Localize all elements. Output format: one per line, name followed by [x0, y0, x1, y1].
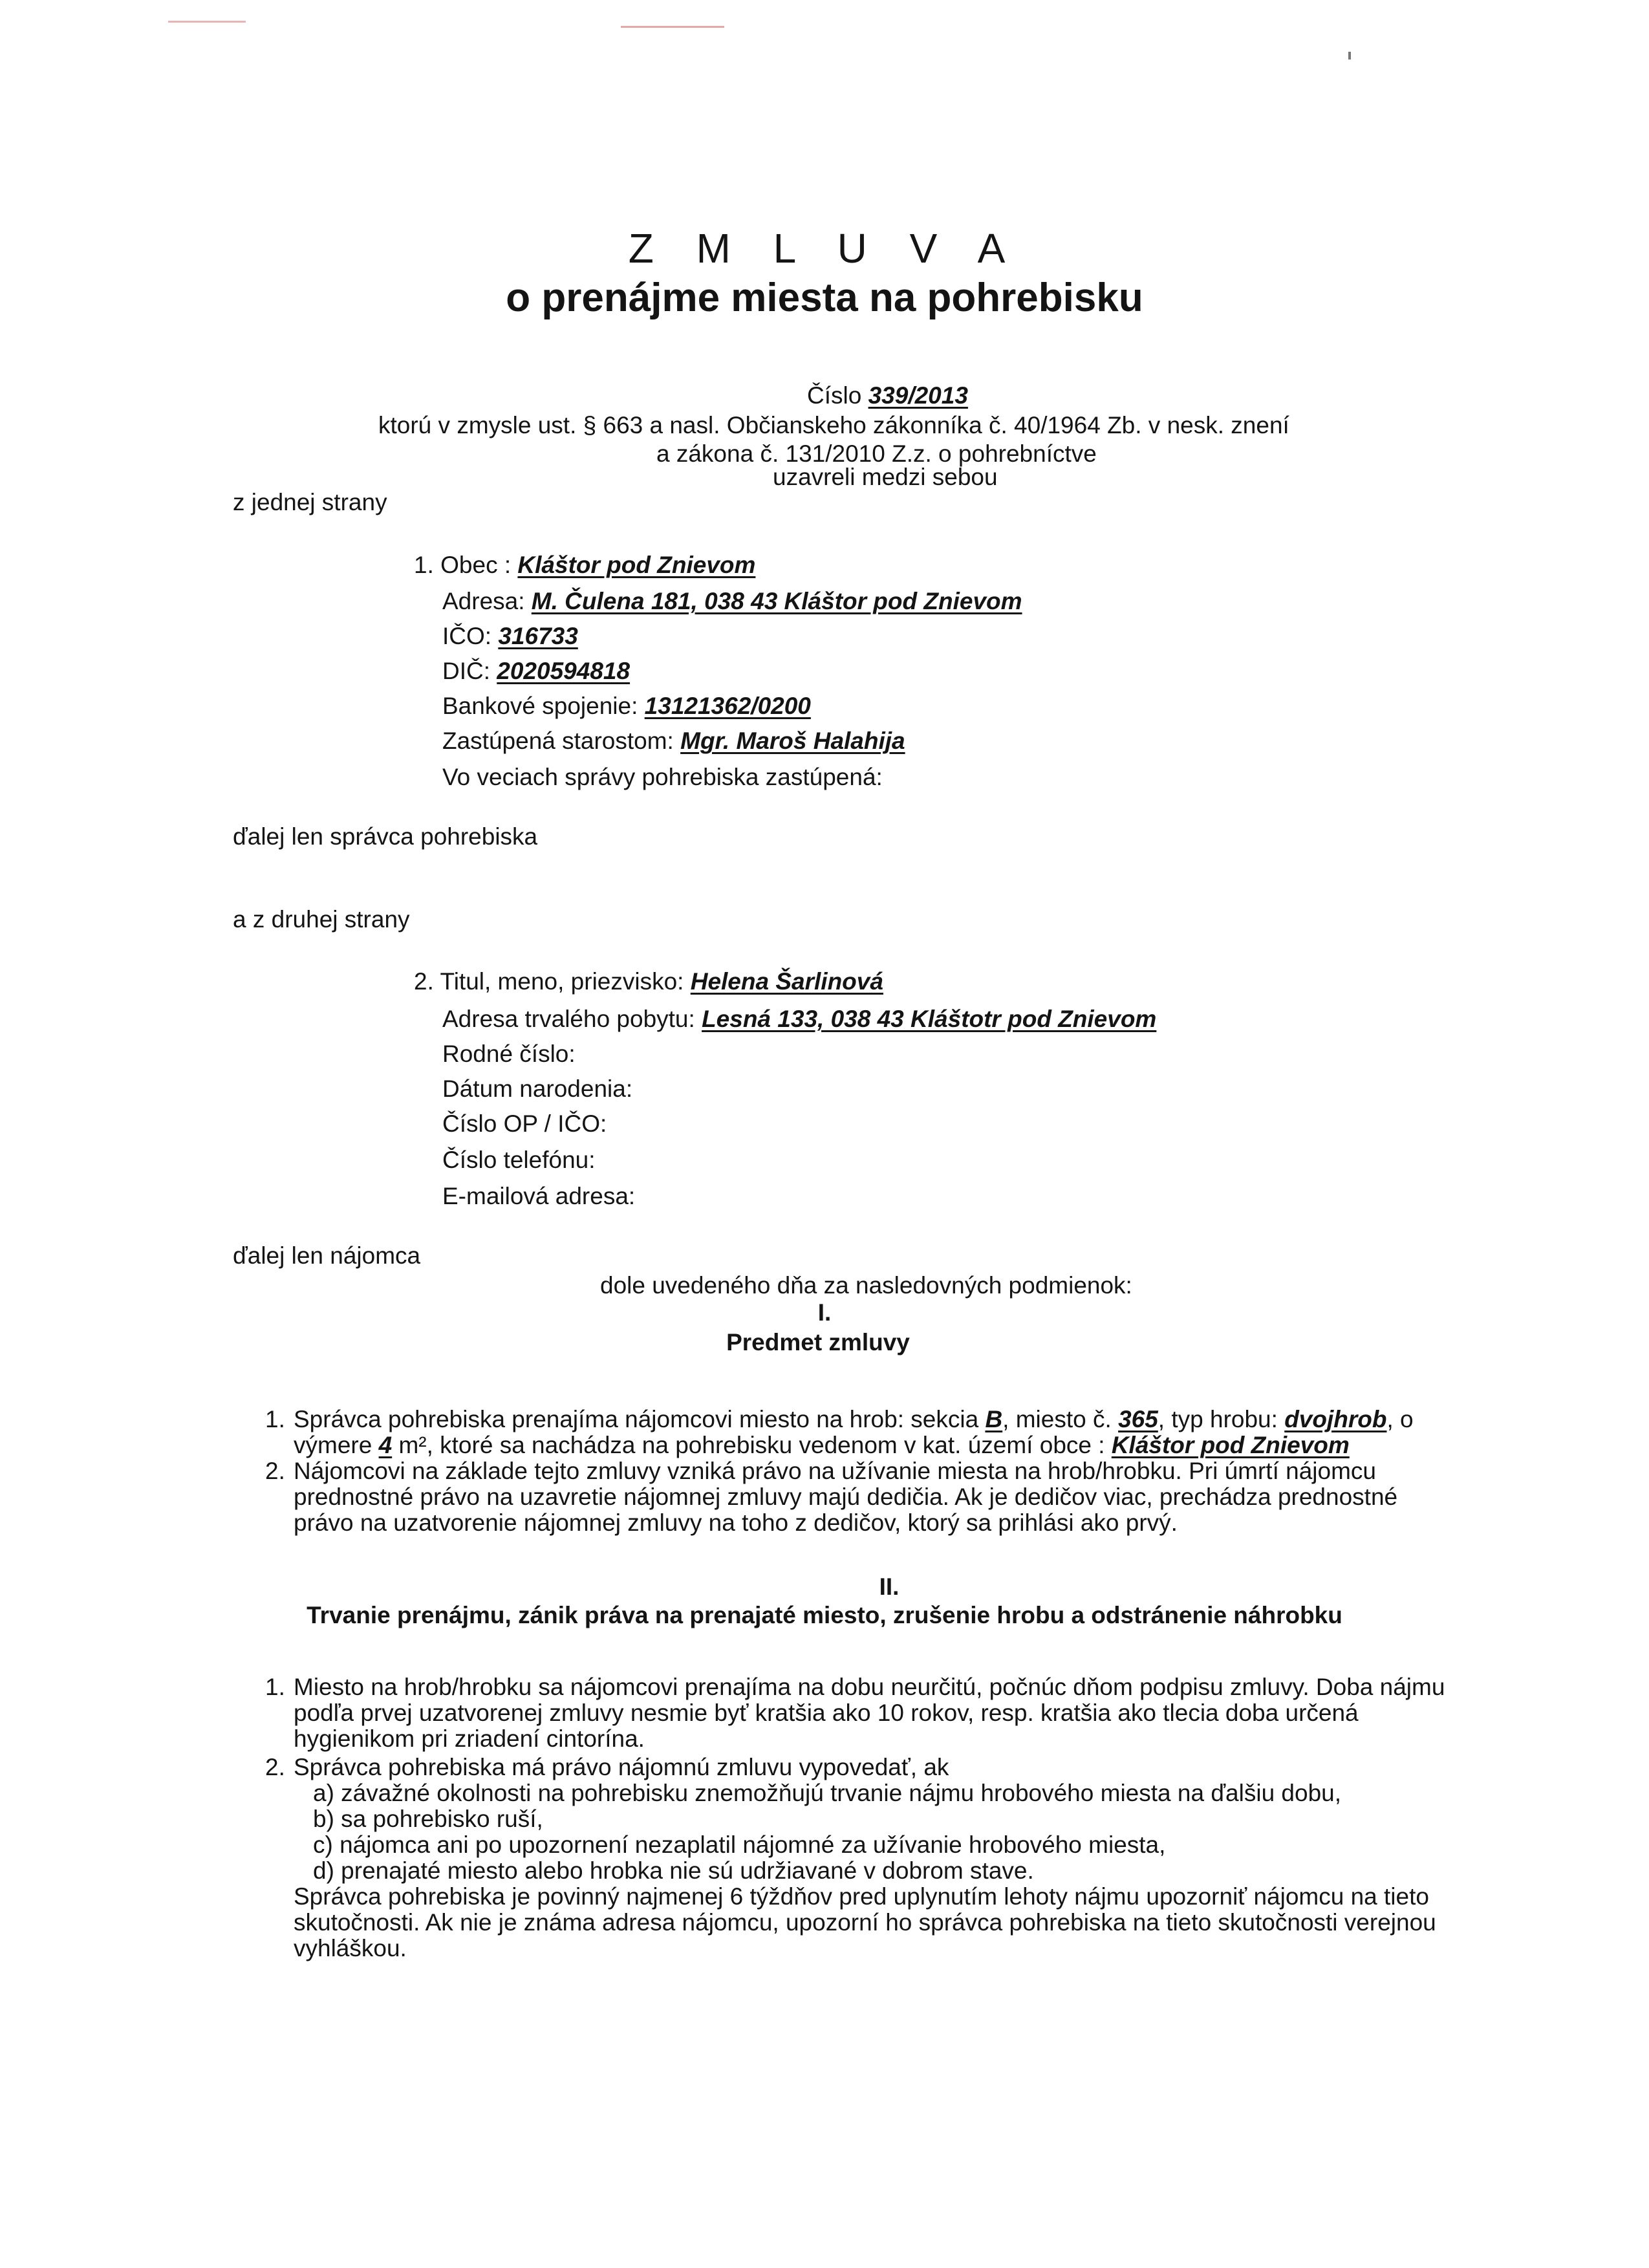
obec-label: 1. Obec : [414, 552, 512, 578]
section1-item1-line1 [294, 1406, 1414, 1433]
grave-section: B [985, 1406, 1003, 1432]
bank-value: 13121362/0200 [644, 693, 811, 719]
party2-phone: Číslo telefónu: [442, 1147, 596, 1173]
item1-text: Správca pohrebiska prenajíma nájomcovi miesto na hrob: sekcia [294, 1406, 979, 1432]
party1-representative [442, 727, 905, 755]
cadastral-area: Kláštor pod Znievom [1111, 1432, 1350, 1458]
concluded-between: uzavreli medzi sebou [773, 464, 998, 490]
residence-value: Lesná 133, 038 43 Kláštotr pod Znievom [702, 1006, 1157, 1032]
dic-label: DIČ: [442, 658, 490, 684]
section2-item2-intro: Správca pohrebiska má právo nájomnú zmluvu vypovedať, ak [294, 1754, 949, 1780]
contract-number-label: Číslo [807, 382, 862, 409]
document-title: Z M L U V A [628, 225, 1021, 272]
party2-birth-number: Rodné číslo: [442, 1041, 576, 1067]
item1-text: , o [1386, 1406, 1414, 1432]
section1-item2-line: prednostné právo na uzavretie nájomnej zmluvy majú dedičia. Ak je dedičov viac, prechádza prednostné [294, 1484, 1398, 1510]
party2-outro: ďalej len nájomca [233, 1242, 421, 1269]
party1-ico [442, 622, 578, 651]
party2-email: E-mailová adresa: [442, 1183, 636, 1209]
section2-item1-line: hygienikom pri zriadení cintorína. [294, 1725, 645, 1752]
item1-text: výmere [294, 1432, 372, 1458]
bank-label: Bankové spojenie: [442, 693, 638, 719]
termination-reason: b) sa pohrebisko ruší, [313, 1806, 543, 1832]
item1-text: , typ hrobu: [1158, 1406, 1278, 1432]
party2-birth-date: Dátum narodenia: [442, 1075, 633, 1102]
section2-item1-line: podľa prvej uzatvorenej zmluvy nesmie byť kratšia ako 10 rokov, resp. kratšia ako tlecia doba určená [294, 1700, 1359, 1726]
termination-reason: d) prenajaté miesto alebo hrobka nie sú udržiavané v dobrom stave. [313, 1857, 1034, 1884]
party1-address [442, 587, 1022, 616]
grave-type: dvojhrob [1284, 1406, 1387, 1432]
party1-outro: ďalej len správca pohrebiska [233, 823, 538, 850]
scan-speck [1348, 52, 1351, 59]
contract-number-value: 339/2013 [868, 382, 968, 409]
item1-text: , miesto č. [1002, 1406, 1112, 1432]
section2-item1-line: Miesto na hrob/hrobku sa nájomcovi prenajíma na dobu neurčitú, počnúc dňom podpisu zmluvy. Doba nájmu [294, 1674, 1445, 1700]
section1-item2-num: 2. [265, 1458, 285, 1484]
grave-number: 365 [1118, 1406, 1158, 1432]
address-value: M. Čulena 181, 038 43 Kláštor pod Znievom [531, 588, 1022, 614]
name-value: Helena Šarlinová [690, 968, 883, 995]
ico-value: 316733 [498, 623, 578, 649]
termination-reason: a) závažné okolnosti na pohrebisku znemožňujú trvanie nájmu hrobového miesta na ďalšiu dobu, [313, 1780, 1342, 1806]
notice-paragraph-line: vyhláškou. [294, 1935, 407, 1961]
section1-number: I. [817, 1299, 832, 1326]
section1-item1-num: 1. [265, 1406, 285, 1432]
section1-item2-line: Nájomcovi na základe tejto zmluvy vzniká právo na užívanie miesta na hrob/hrobku. Pri úmrtí nájomcu [294, 1458, 1376, 1484]
section2-number: II. [879, 1573, 900, 1600]
party2-intro: a z druhej strany [233, 906, 410, 933]
notice-paragraph-line: Správca pohrebiska je povinný najmenej 6 týždňov pred uplynutím lehoty nájmu upozorniť nájomcu na tieto [294, 1883, 1429, 1910]
section2-item2-num: 2. [265, 1754, 285, 1780]
grave-area: 4 [378, 1432, 393, 1458]
representative-label: Zastúpená starostom: [442, 728, 674, 754]
party1-admin-rep: Vo veciach správy pohrebiska zastúpená: [442, 764, 883, 790]
residence-label: Adresa trvalého pobytu: [442, 1006, 695, 1032]
termination-reason: c) nájomca ani po upozornení nezaplatil nájomné za užívanie hrobového miesta, [313, 1831, 1166, 1858]
scan-edge-mark [621, 26, 724, 28]
scan-edge-mark [168, 21, 246, 23]
notice-paragraph-line: skutočnosti. Ak nie je známa adresa nájomcu, upozorní ho správca pohrebiska na tieto skutočnosti verejnou [294, 1909, 1436, 1936]
obec-value: Kláštor pod Znievom [517, 552, 756, 578]
party2-id-number: Číslo OP / IČO: [442, 1110, 607, 1137]
name-label: 2. Titul, meno, priezvisko: [414, 968, 684, 995]
party2-name [414, 967, 883, 996]
section1-item2-line: právo na uzatvorenie nájomnej zmluvy na toho z dedičov, ktorý sa prihlási ako prvý. [294, 1509, 1178, 1536]
party1-obec [414, 551, 755, 579]
party1-bank [442, 692, 811, 720]
ico-label: IČO: [442, 623, 492, 649]
representative-value: Mgr. Maroš Halahija [680, 728, 905, 754]
section1-item1-line2 [294, 1432, 1350, 1459]
dic-value: 2020594818 [497, 658, 630, 684]
section1-title: Predmet zmluvy [726, 1329, 910, 1355]
conditions-intro: dole uvedeného dňa za nasledovných podmienok: [600, 1272, 1132, 1299]
address-label: Adresa: [442, 588, 525, 614]
party1-intro: z jednej strany [233, 489, 387, 515]
party2-address [442, 1005, 1156, 1033]
document-subtitle: o prenájme miesta na pohrebisku [506, 275, 1143, 320]
party1-dic [442, 657, 630, 686]
section2-item1-num: 1. [265, 1674, 285, 1700]
section2-title: Trvanie prenájmu, zánik práva na prenajaté miesto, zrušenie hrobu a odstránenie náhrobku [307, 1602, 1342, 1628]
contract-number [807, 382, 968, 410]
item1-text: m², ktoré sa nachádza na pohrebisku vedenom v kat. území obce : [398, 1432, 1105, 1458]
legal-basis-line-2: a zákona č. 131/2010 Z.z. o pohrebníctve [656, 440, 1097, 467]
legal-basis-line-1: ktorú v zmysle ust. § 663 a nasl. Občianskeho zákonníka č. 40/1964 Zb. v nesk. znení [378, 412, 1289, 438]
